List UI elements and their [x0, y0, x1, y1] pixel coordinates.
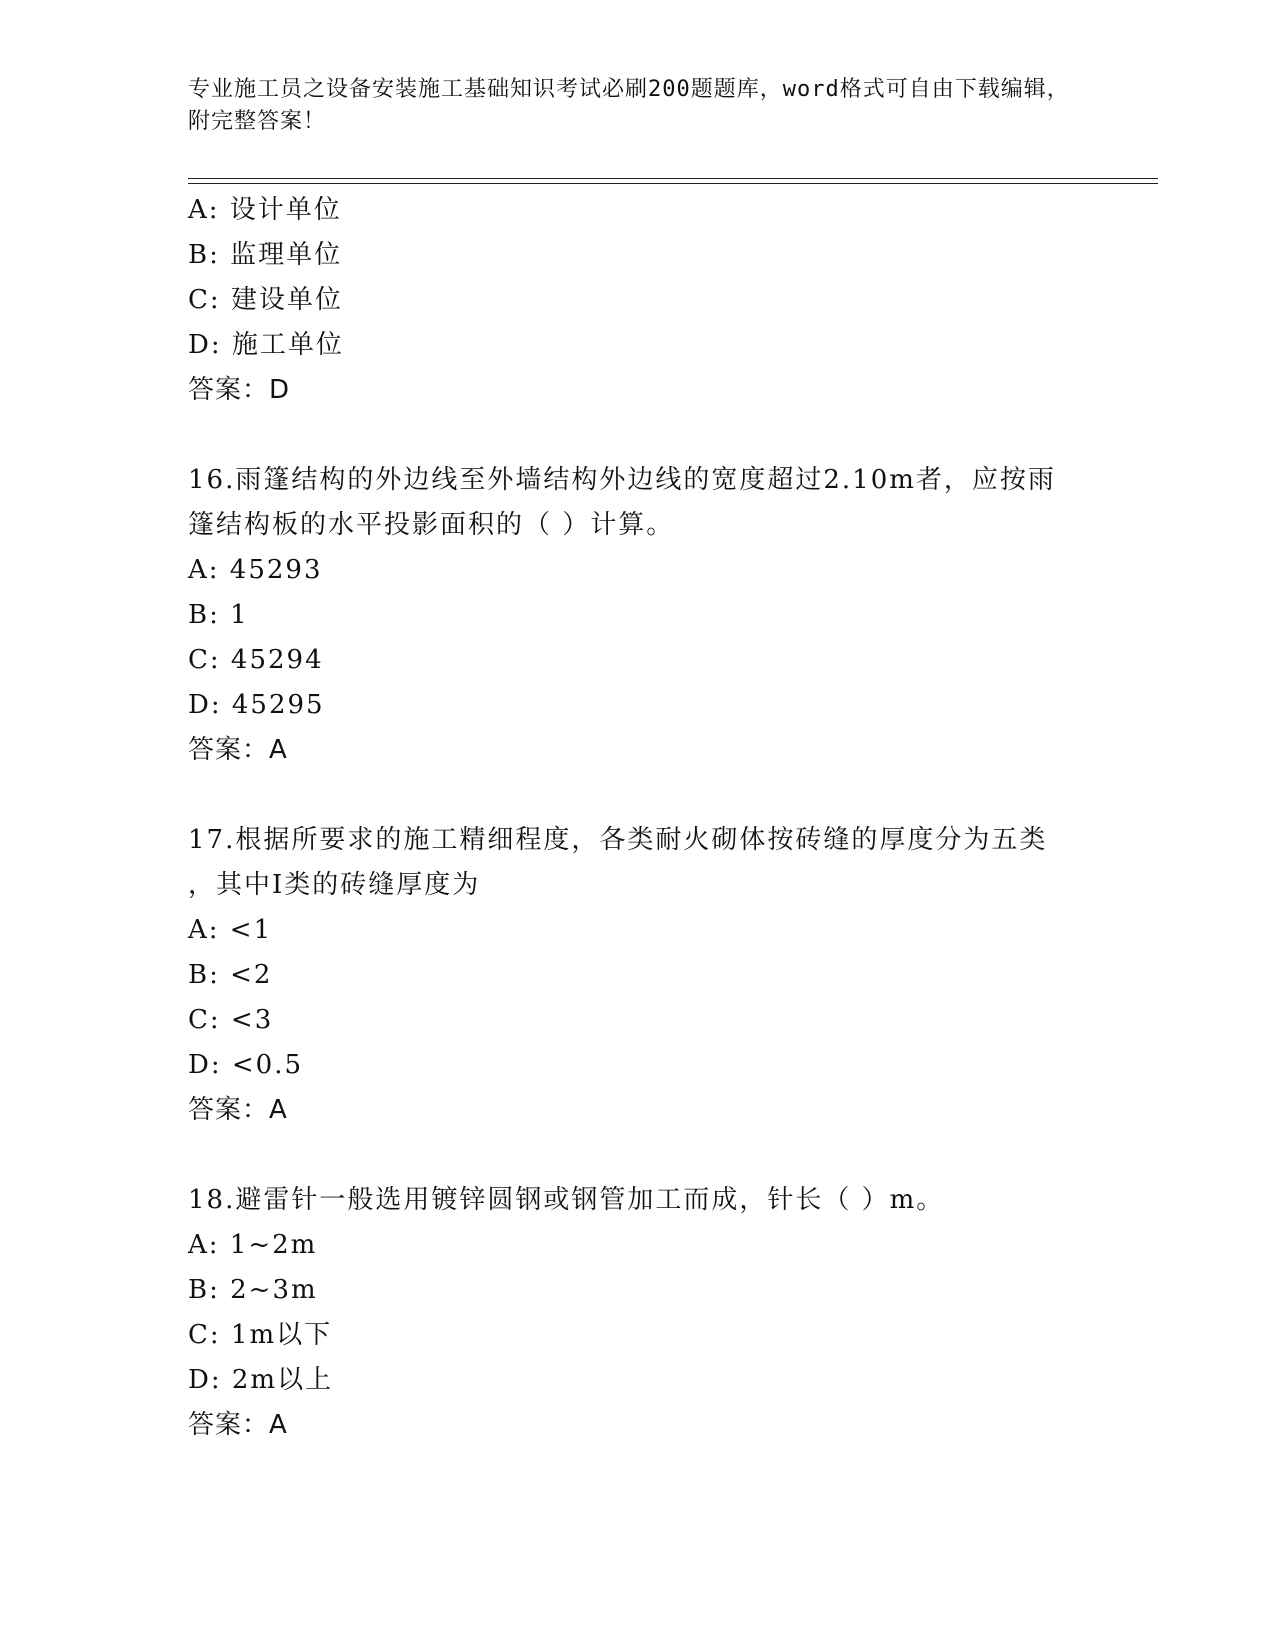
document-header-title: 专业施工员之设备安装施工基础知识考试必刷200题题库，word格式可自由下载编辑，附完整答案！ — [188, 77, 1070, 134]
q17-stem-line1: 17.根据所要求的施工精细程度，各类耐火砌体按砖缝的厚度分为五类 — [188, 825, 1048, 855]
q17-stem-line2: ，其中Ⅰ类的砖缝厚度为 — [188, 870, 481, 900]
q17-answer: 答案：A — [188, 1095, 288, 1125]
q18-option-b: B: 2~3m — [188, 1275, 318, 1305]
q16-option-c: C: 45294 — [188, 645, 324, 675]
q16-option-a: A: 45293 — [188, 555, 323, 585]
q16-answer: 答案：A — [188, 735, 288, 765]
q17-option-d: D: <0.5 — [188, 1050, 304, 1080]
q15-option-c: C: 建设单位 — [188, 285, 343, 315]
q17-option-b: B: <2 — [188, 960, 273, 990]
header-divider-bottom — [188, 183, 1158, 184]
q18-option-d: D: 2m以上 — [188, 1365, 334, 1395]
q15-option-d: D: 施工单位 — [188, 330, 344, 360]
q17-option-c: C: <3 — [188, 1005, 274, 1035]
q16-stem-line1: 16.雨篷结构的外边线至外墙结构外边线的宽度超过2.10m者，应按雨 — [188, 465, 1056, 495]
q16-option-d: D: 45295 — [188, 690, 325, 720]
q16-stem-line2: 篷结构板的水平投影面积的（ ）计算。 — [188, 510, 675, 540]
q15-option-a: A: 设计单位 — [188, 195, 342, 225]
q18-stem-line1: 18.避雷针一般选用镀锌圆钢或钢管加工而成，针长（ ）m。 — [188, 1185, 945, 1215]
q17-option-a: A: <1 — [188, 915, 273, 945]
q15-answer: 答案：D — [188, 375, 291, 405]
q18-option-a: A: 1~2m — [188, 1230, 318, 1260]
q16-option-b: B: 1 — [188, 600, 249, 630]
q18-option-c: C: 1m以下 — [188, 1320, 333, 1350]
header-divider-top — [188, 178, 1158, 179]
q18-answer: 答案：A — [188, 1410, 288, 1440]
q15-option-b: B: 监理单位 — [188, 240, 343, 270]
